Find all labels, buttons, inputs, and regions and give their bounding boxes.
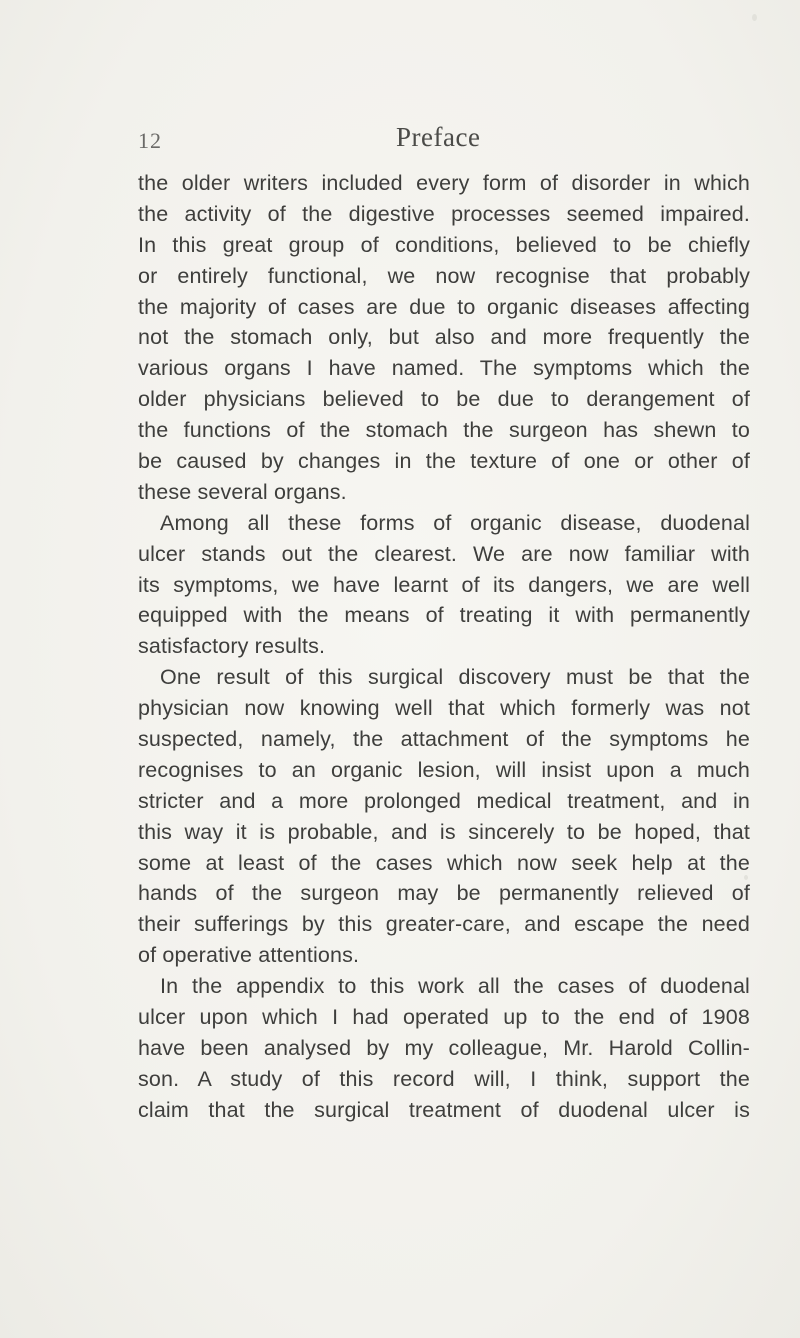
text-line: their sufferings by this greater-care, and escape the need: [138, 912, 750, 937]
text-line: the majority of cases are due to organic diseases affecting: [138, 294, 750, 319]
text-line: recognises to an organic lesion, will insist upon a much: [138, 757, 750, 782]
text-line: physician now knowing well that which formerly was not: [138, 696, 750, 721]
text-line: suspected, namely, the attachment of the symptoms he: [138, 727, 750, 752]
text-line: or entirely functional, we now recognise that probably: [138, 263, 750, 288]
text-line: some at least of the cases which now seek help at the: [138, 850, 750, 875]
text-line: One result of this surgical discovery must be that the: [160, 665, 750, 690]
text-line: son. A study of this record will, I think, support the: [138, 1066, 750, 1091]
text-line: the functions of the stomach the surgeon has shewn to: [138, 418, 750, 443]
running-head: Preface: [396, 122, 481, 152]
body-text: [138, 168, 750, 1126]
text-line: older physicians believed to be due to derangement of: [138, 387, 750, 412]
text-line: this way it is probable, and is sincerely to be hoped, that: [138, 819, 750, 844]
text-line: In this great group of conditions, believed to be chiefly: [138, 232, 750, 257]
text-line: be caused by changes in the texture of one or other of: [138, 449, 750, 474]
text-line: of operative attentions.: [138, 943, 360, 968]
text-line: ulcer stands out the clearest. We are now familiar with: [138, 541, 750, 566]
text-line: various organs I have named. The symptoms which the: [138, 356, 750, 381]
text-line: the activity of the digestive processes seemed impaired.: [138, 201, 750, 226]
page-blemish: [752, 14, 757, 21]
text-line: have been analysed by my colleague, Mr. Harold Collin-: [138, 1035, 750, 1060]
text-line: these several organs.: [138, 479, 347, 504]
text-line: the older writers included every form of disorder in which: [138, 171, 750, 195]
page-header: [138, 122, 738, 162]
text-line: stricter and a more prolonged medical treatment, and in: [138, 788, 750, 813]
text-line: satisfactory results.: [138, 634, 326, 659]
text-line: equipped with the means of treating it with permanently: [138, 603, 750, 628]
text-line: ulcer upon which I had operated up to the end of 1908: [138, 1005, 750, 1030]
text-line: Among all these forms of organic disease, duodenal: [160, 510, 750, 535]
text-line: its symptoms, we have learnt of its dangers, we are well: [138, 572, 750, 597]
text-line: claim that the surgical treatment of duodenal ulcer is: [138, 1097, 750, 1122]
text-line: not the stomach only, but also and more frequently the: [138, 325, 750, 350]
text-line: In the appendix to this work all the cases of duodenal: [160, 974, 750, 999]
text-line: hands of the surgeon may be permanently relieved of: [138, 881, 750, 906]
page-number: 12: [138, 128, 162, 153]
